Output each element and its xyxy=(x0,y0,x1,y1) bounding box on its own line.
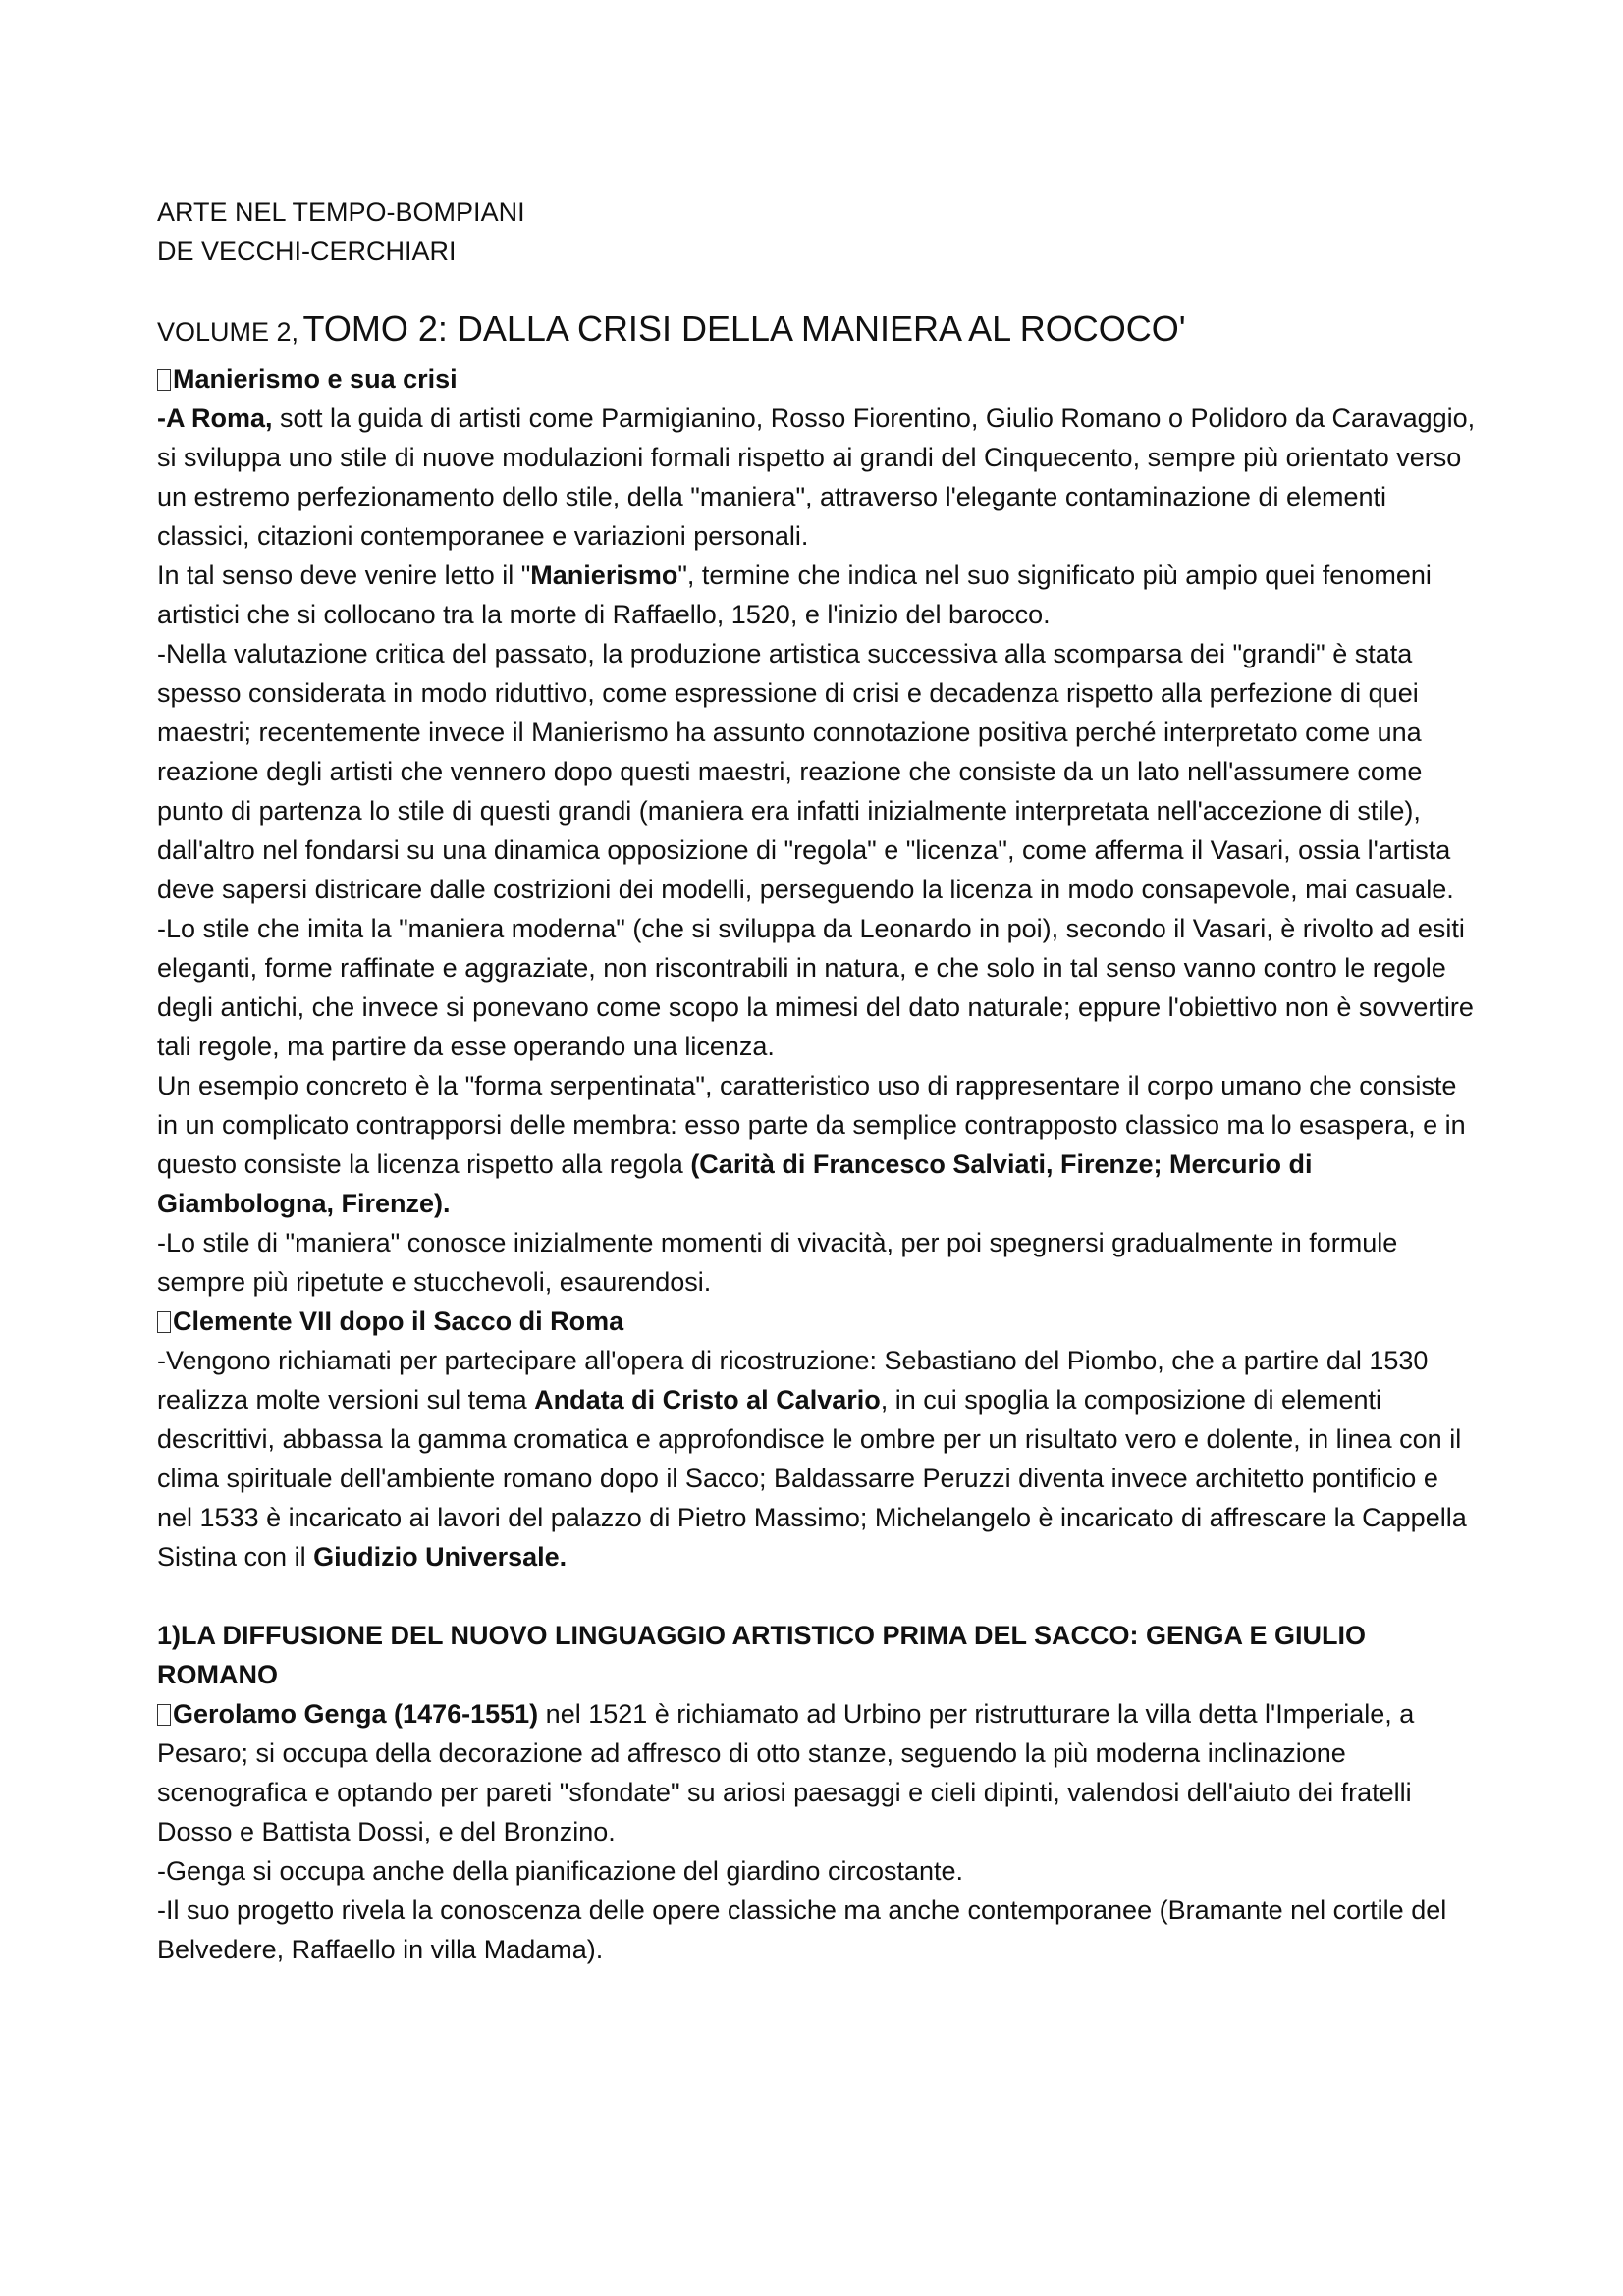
section-heading-clemente xyxy=(157,1302,1478,1341)
paragraph-genga xyxy=(157,1694,1478,1851)
paragraph-progetto: -Il suo progetto rivela la conoscenza delle opere classiche ma anche contemporanee (Bramante nel cortile del Belvedere, Raffaello in villa Madama). xyxy=(157,1896,1447,1964)
section-title: Clemente VII dopo il Sacco di Roma xyxy=(173,1307,624,1336)
bold-text: -A Roma, xyxy=(157,403,273,433)
tomo-title: TOMO 2: DALLA CRISI DELLA MANIERA AL ROCOCO' xyxy=(302,308,1186,348)
paragraph-maniera-moderna: -Lo stile che imita la "maniera moderna" (che si sviluppa da Leonardo in poi), secondo il Vasari, è rivolto ad esiti eleganti, forme raffinate e aggraziate, non riscontrabili in natura, e che solo in tal senso vanno contro le regole degli antichi, che invece si ponevano come scopo la mimesi del dato naturale; eppure l'obiettivo non è sovvertire tali regole, ma partire da esse operando una licenza. xyxy=(157,914,1474,1061)
section-heading-manierismo xyxy=(157,359,1478,399)
paragraph-text: ", termine che indica nel suo significato più ampio quei fenomeni artistici che si collocano tra la morte di Raffaello, 1520, e l'inizio del barocco. xyxy=(157,561,1432,629)
paragraph-text: In tal senso deve venire letto il " xyxy=(157,561,531,590)
paragraph-manierismo xyxy=(157,556,1478,634)
paragraph-vivacita: -Lo stile di "maniera" conosce inizialmente momenti di vivacità, per poi spegnersi gradualmente in formule sempre più ripetute e stucchevoli, esaurendosi. xyxy=(157,1228,1398,1297)
bold-text: Giudizio Universale. xyxy=(313,1542,568,1572)
bullet-icon xyxy=(157,1311,171,1333)
bold-text: (Carità di Francesco Salviati, Firenze; Mercurio di Giambologna, Firenze). xyxy=(157,1149,1313,1218)
bold-text: Gerolamo Genga (1476-1551) xyxy=(173,1699,539,1729)
volume-label: VOLUME 2, xyxy=(157,317,299,347)
paragraph-text: , in cui spoglia la composizione di elementi descrittivi, abbassa la gamma cromatica e approfondisce le ombre per un risultato vero e dolente, in linea con il clima spirituale dell'ambiente romano dopo il Sacco; Baldassarre Peruzzi diventa invece architetto pontificio e nel 1533 è incaricato ai lavori del palazzo di Pietro Massimo; Michelangelo è incaricato di affrescare la Cappella Sistina con il xyxy=(157,1385,1467,1572)
paragraph-text: sott la guida di artisti come Parmigianino, Rosso Fiorentino, Giulio Romano o Polidoro da Caravaggio, si sviluppa uno stile di nuove modulazioni formali rispetto ai grandi del Cinquecento, sempre più orientato verso un estremo perfezionamento dello stile, della "maniera", attraverso l'elegante contaminazione di elementi classici, citazioni contemporanee e variazioni personali. xyxy=(157,403,1476,551)
paragraph-valutazione: -Nella valutazione critica del passato, la produzione artistica successiva alla scomparsa dei "grandi" è stata spesso considerata in modo riduttivo, come espressione di crisi e decadenza rispetto alla perfezione di quei maestri; recentemente invece il Manierismo ha assunto connotazione positiva perché interpretato come una reazione degli artisti che vennero dopo questi maestri, reazione che consiste da un lato nell'assumere come punto di partenza lo stile di questi grandi (maniera era infatti inizialmente interpretata nell'accezione di stile), dall'altro nel fondarsi su una dinamica opposizione di "regola" e "licenza", come afferma il Vasari, ossia l'artista deve sapersi districare dalle costrizioni dei modelli, perseguendo la licenza in modo consapevole, mai casuale. xyxy=(157,639,1454,904)
paragraph-giardino: -Genga si occupa anche della pianificazione del giardino circostante. xyxy=(157,1856,964,1886)
paragraph-text: nel 1521 è richiamato ad Urbino per ristrutturare la villa detta l'Imperiale, a Pesaro; si occupa della decorazione ad affresco di otto stanze, seguendo la più moderna inclinazione scenografica e optando per pareti "sfondate" su ariosi paesaggi e cieli dipinti, valendosi dell'aiuto dei fratelli Dosso e Battista Dossi, e del Bronzino. xyxy=(157,1699,1415,1846)
document-page xyxy=(157,192,1478,1969)
chapter-heading-diffusione: 1)LA DIFFUSIONE DEL NUOVO LINGUAGGIO ARTISTICO PRIMA DEL SACCO: GENGA E GIULIO ROMANO xyxy=(157,1621,1367,1689)
spacer xyxy=(157,1576,1478,1616)
paragraph-ricostruzione xyxy=(157,1341,1478,1576)
bold-text: Manierismo xyxy=(530,561,678,590)
paragraph-serpentinata xyxy=(157,1066,1478,1223)
header-line-1: ARTE NEL TEMPO-BOMPIANI xyxy=(157,197,525,227)
paragraph-text: Un esempio concreto è la "forma serpentinata", caratteristico uso di rappresentare il corpo umano che consiste in un complicato contrapporsi delle membra: esso parte da semplice contrapposto classico ma lo esaspera, e in questo consiste la licenza rispetto alla regola xyxy=(157,1071,1466,1179)
paragraph-text: -Vengono richiamati per partecipare all'opera di ricostruzione: Sebastiano del Piombo, che a partire dal 1530 realizza molte versioni sul tema xyxy=(157,1346,1429,1415)
bold-text: Andata di Cristo al Calvario xyxy=(534,1385,881,1415)
paragraph-roma xyxy=(157,399,1478,556)
volume-heading xyxy=(157,306,1478,359)
bullet-icon xyxy=(157,1704,171,1726)
section-title: Manierismo e sua crisi xyxy=(173,364,458,394)
header-line-2: DE VECCHI-CERCHIARI xyxy=(157,237,457,266)
bullet-icon xyxy=(157,369,171,391)
